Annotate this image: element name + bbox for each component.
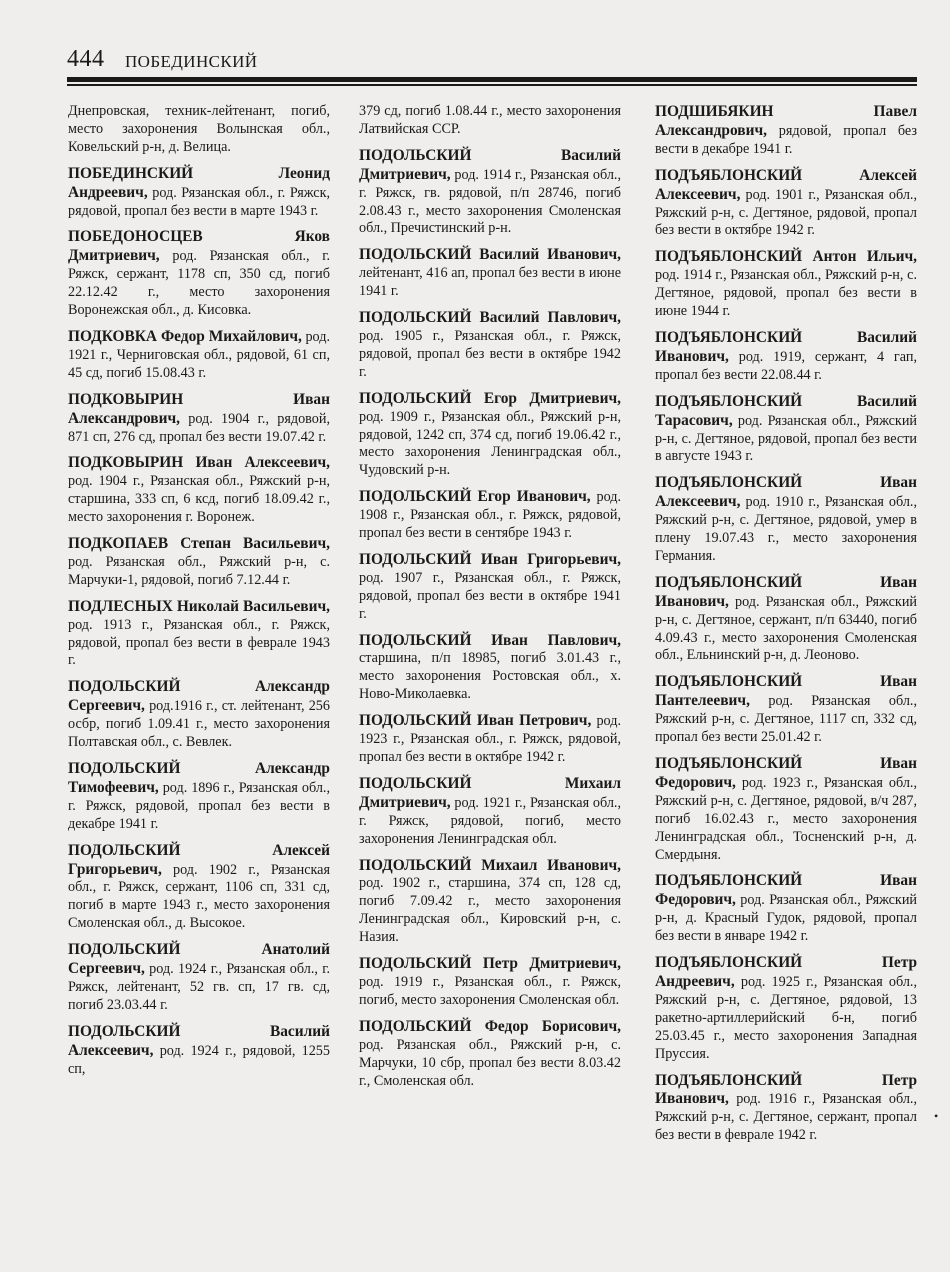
- entry-bio: род. 1924 г., Рязанская обл., г. Ряжск, лейтенант, 52 гв. сп, 17 гв. сд, погиб 23.03.44 г.: [68, 961, 331, 1013]
- entry-name: ПОДОЛЬСКИЙ Михаил Иванович,: [359, 856, 621, 874]
- entry-name: ПОДОЛЬСКИЙ Василий Иванович,: [359, 246, 621, 264]
- entry-bio: род. 1913 г., Рязанская обл., г. Ряжск, рядовой, пропал без вести в феврале 1943 г.: [68, 616, 330, 669]
- column-middle: [359, 103, 621, 1098]
- entry-name: ПОДЛЕСНЫХ Николай Васильевич,: [68, 597, 330, 615]
- entry-bio: род. 1896 г., Рязанская обл., г. Ряжск, рядовой, пропал без вести в декабре 1941 г.: [68, 779, 331, 832]
- entry-bio: род. Рязанская обл., Ряжский р-н, с. Марчуки, 10 сбр, пропал без вести 8.03.42 г., Смоленская обл.: [359, 1036, 621, 1089]
- entry-name: ПОДОЛЬСКИЙ Василий Дмитриевич,: [359, 146, 621, 183]
- entry-name: ПОДОЛЬСКИЙ Анатолий Сергеевич,: [68, 941, 330, 978]
- entry-bio: род. 1925 г., Рязанская обл., Ряжский р-н, с. Дегтяное, рядовой, 13 ракетно-артиллерийский б-н, погиб 25.03.45 г., место захоронения Западная Пруссия.: [655, 973, 918, 1062]
- entry-name: ПОДКОВЫРИН Иван Александрович,: [68, 390, 330, 427]
- entry-name: ПОДОЛЬСКИЙ Александр Сергеевич,: [68, 678, 330, 715]
- entry-bio: род. Рязанская обл., Ряжский р-н, д. Красный Гудок, рядовой, пропал без вести в январе 1942 г.: [655, 892, 918, 945]
- column-right: [655, 103, 917, 1153]
- margin-dot: •: [934, 1109, 939, 1123]
- entry: [359, 775, 621, 849]
- entry-bio: род. 1907 г., Рязанская обл., г. Ряжск, рядовой, пропал без вести в октябре 1941 г.: [359, 569, 621, 622]
- entry-bio: род. 1901 г., Рязанская обл., Ряжский р-н, с. Дегтяное, рядовой, пропал без вести в октябре 1942 г.: [655, 186, 918, 239]
- page-header: [67, 44, 917, 76]
- entry-bio: род. Рязанская обл., г. Ряжск, рядовой, пропал без вести в марте 1943 г.: [68, 184, 331, 219]
- entry: [68, 103, 330, 157]
- entry: [655, 103, 917, 159]
- entry-bio: род. Рязанская обл., Ряжский р-н, с. Дегтяное, сержант, п/п 63440, погиб 4.09.43 г., место захоронения Смоленская обл., Ельнинский р-н, д. Леоново.: [655, 593, 918, 664]
- entry-bio: род. 1904 г., Рязанская обл., Ряжский р-н, старшина, 333 сп, 6 ксд, погиб 18.09.42 г., место захоронения г. Воронеж.: [68, 473, 330, 526]
- entry-name: ПОБЕДИНСКИЙ Леонид Андреевич,: [68, 164, 330, 201]
- entry-name: ПОДЪЯБЛОНСКИЙ Антон Ильич,: [655, 248, 917, 266]
- entry-bio: род. Рязанская обл., Ряжский р-н, с. Дегтяное, 1117 сп, 332 сд, пропал без вести 25.01.42 г.: [655, 693, 917, 746]
- entry: [68, 165, 330, 221]
- entry-bio: род. Рязанская обл., Ряжский р-н, с. Дегтяное, рядовой, пропал без вести в августе 1943 г.: [655, 412, 918, 465]
- entry: [359, 147, 621, 239]
- entry-name: ПОДЪЯБЛОНСКИЙ Петр Иванович,: [655, 1071, 917, 1108]
- entry: [359, 246, 621, 301]
- entry: [68, 535, 330, 590]
- entry-name: ПОДОЛЬСКИЙ Егор Дмитриевич,: [359, 389, 621, 407]
- entry-bio: род. 1919 г., Рязанская обл., г. Ряжск, погиб, место захоронения Смоленская обл.: [359, 973, 621, 1008]
- entry-bio: род. 1923 г., Рязанская обл., Ряжский р-н, с. Дегтяное, рядовой, в/ч 287, погиб 16.02.43 г., место захоронения Ленинградская обл., Тосненский р-н, д. Смердыня.: [655, 774, 918, 863]
- entry-name: ПОДОЛЬСКИЙ Иван Григорьевич,: [359, 550, 621, 568]
- entry-name: ПОДЪЯБЛОНСКИЙ Иван Пантелеевич,: [655, 673, 917, 710]
- entry: [359, 955, 621, 1010]
- entry-bio: род. 1921 г., Рязанская обл., г. Ряжск, рядовой, погиб, место захоронения Ленинградская обл.: [359, 794, 622, 847]
- entry-name: ПОДОЛЬСКИЙ Иван Петрович,: [359, 712, 592, 730]
- entry: [359, 390, 621, 481]
- column-left: [68, 103, 330, 1087]
- entry: [359, 551, 621, 624]
- entry: [655, 248, 917, 321]
- entry-bio: 379 сд, погиб 1.08.44 г., место захоронения Латвийская ССР.: [359, 103, 621, 137]
- entry-bio: род. 1919, сержант, 4 гап, пропал без вести 22.08.44 г.: [655, 348, 917, 383]
- entry: [68, 454, 330, 527]
- entry-name: ПОБЕДОНОСЦЕВ Яков Дмитриевич,: [68, 228, 330, 265]
- entry: [655, 1072, 917, 1146]
- entry: [68, 941, 330, 1015]
- entry-name: ПОДШИБЯКИН Павел Александрович,: [655, 103, 917, 139]
- entry-bio: род. 1923 г., Рязанская обл., г. Ряжск, рядовой, пропал без вести в октябре 1942 г.: [359, 713, 621, 765]
- entry: [68, 842, 330, 934]
- entry-name: ПОДЪЯБЛОНСКИЙ Василий Иванович,: [655, 328, 917, 365]
- entry: [68, 760, 330, 834]
- page-number: 444: [67, 46, 105, 72]
- entry: [68, 228, 330, 320]
- entry-bio: род. 1908 г., Рязанская обл., г. Ряжск, рядовой, пропал без вести в сентябре 1943 г.: [359, 489, 622, 542]
- entry: [68, 598, 330, 671]
- entry-name: ПОДКОВЫРИН Иван Алексеевич,: [68, 454, 330, 472]
- entry: [655, 755, 917, 864]
- entry-bio: род.1916 г., ст. лейтенант, 256 осбр, погиб 1.09.41 г., место захоронения Полтавская обл., с. Вевлек.: [68, 698, 330, 751]
- entry: [655, 167, 917, 241]
- entry: [359, 1018, 621, 1091]
- entry-name: ПОДЪЯБЛОНСКИЙ Иван Федорович,: [655, 872, 917, 909]
- entry-bio: род. 1902 г., старшина, 374 сп, 128 сд, погиб 7.09.42 г., место захоронения Ленинградская обл., Кировский р-н, с. Назия.: [359, 875, 621, 946]
- entry: [655, 474, 917, 566]
- entry-bio: род. 1921 г., Черниговская обл., рядовой, 61 сп, 45 сд, погиб 15.08.43 г.: [68, 328, 330, 381]
- entry-bio: род. 1910 г., Рязанская обл., Ряжский р-н, с. Дегтяное, рядовой, умер в плену 19.07.43 г., место захоронения Германия.: [655, 494, 918, 564]
- entry: [68, 328, 330, 383]
- entry-name: ПОДОЛЬСКИЙ Иван Павлович,: [359, 631, 621, 649]
- entry-name: ПОДЪЯБЛОНСКИЙ Иван Иванович,: [655, 573, 917, 610]
- entry-name: ПОДОЛЬСКИЙ Петр Дмитриевич,: [359, 955, 621, 973]
- entry: [359, 309, 621, 382]
- entry: [68, 391, 330, 447]
- entry-bio: род. Рязанская обл., Ряжский р-н, с. Марчуки-1, рядовой, погиб 7.12.44 г.: [68, 553, 330, 588]
- entry-bio: род. 1914 г., Рязанская обл., Ряжский р-н, с. Дегтяное, рядовой, пропал без вести в июне 1944 г.: [655, 267, 917, 320]
- entry: [359, 857, 621, 948]
- entry-name: ПОДОЛЬСКИЙ Василий Павлович,: [359, 309, 621, 327]
- entry-bio: род. 1924 г., рядовой, 1255 сп,: [68, 1042, 330, 1077]
- entry-bio: лейтенант, 416 ап, пропал без вести в июне 1941 г.: [359, 265, 621, 300]
- entry-name: ПОДОЛЬСКИЙ Егор Иванович,: [359, 488, 591, 506]
- entry: [68, 678, 330, 752]
- entry-bio: род. 1909 г., Рязанская обл., Ряжский р-н, рядовой, 1242 сп, 374 сд, погиб 19.06.42 г., место захоронения Ленинградская обл., Чудовский р-н.: [359, 408, 621, 479]
- entry-name: ПОДОЛЬСКИЙ Михаил Дмитриевич,: [359, 774, 621, 811]
- entry-bio: Днепровская, техник-лейтенант, погиб, место захоронения Волынская обл., Ковельский р-н, д. Велица.: [68, 103, 330, 155]
- entry-bio: род. 1916 г., Рязанская обл., Ряжский р-н, с. Дегтяное, сержант, пропал без вести в феврале 1942 г.: [655, 1091, 918, 1144]
- entry: [359, 632, 621, 705]
- running-title: ПОБЕДИНСКИЙ: [125, 52, 258, 71]
- entry-name: ПОДЪЯБЛОНСКИЙ Петр Андреевич,: [655, 954, 917, 990]
- header-rule-thin: [67, 84, 917, 86]
- entry-bio: род. 1902 г., Рязанская обл., г. Ряжск, сержант, 1106 сп, 331 сд, погиб в марте 1943 г., место захоронения Смоленская обл., д. Высокое.: [68, 861, 330, 932]
- entry-name: ПОДЪЯБЛОНСКИЙ Василий Тарасович,: [655, 392, 917, 429]
- entry: [655, 673, 917, 747]
- entry-bio: род. 1905 г., Рязанская обл., г. Ряжск, рядовой, пропал без вести в октябре 1942 г.: [359, 327, 621, 380]
- entry: [655, 329, 917, 385]
- entry-name: ПОДЪЯБЛОНСКИЙ Иван Алексеевич,: [655, 474, 917, 511]
- entry: [655, 872, 917, 946]
- entry-name: ПОДОЛЬСКИЙ Алексей Григорьевич,: [68, 841, 330, 878]
- entry-bio: род. 1914 г., Рязанская обл., г. Ряжск, гв. рядовой, п/п 28746, погиб 2.08.43 г., место захоронения Смоленская обл., Пречистинский р-н.: [359, 166, 622, 237]
- entry-bio: рядовой, пропал без вести в декабре 1941 г.: [655, 122, 918, 157]
- entry: [359, 488, 621, 543]
- entry: [359, 103, 621, 139]
- entry-bio: старшина, п/п 18985, погиб 3.01.43 г., место захоронения Ростовская обл., х. Ново-Миколаевка.: [359, 650, 621, 703]
- entry-bio: род. 1904 г., рядовой, 871 сп, 276 сд, пропал без вести 19.07.42 г.: [68, 410, 331, 445]
- entry-name: ПОДЪЯБЛОНСКИЙ Алексей Алексеевич,: [655, 166, 917, 203]
- entry-bio: род. Рязанская обл., г. Ряжск, сержант, 1178 сп, 350 сд, погиб 22.12.42 г., место захоронения Воронежская обл., д. Кисовка.: [68, 248, 331, 319]
- entry-name: ПОДОЛЬСКИЙ Александр Тимофеевич,: [68, 760, 330, 796]
- entry-name: ПОДЪЯБЛОНСКИЙ Иван Федорович,: [655, 755, 917, 791]
- entry-name: ПОДКОВКА Федор Михайлович,: [68, 327, 302, 345]
- entry: [68, 1023, 330, 1079]
- entry: [655, 393, 917, 467]
- entry-name: ПОДОЛЬСКИЙ Федор Борисович,: [359, 1017, 621, 1035]
- entry-name: ПОДОЛЬСКИЙ Василий Алексеевич,: [68, 1022, 330, 1059]
- header-rule-thick: [67, 77, 917, 82]
- entry: [655, 954, 917, 1063]
- entry: [655, 574, 917, 666]
- entry: [359, 712, 621, 767]
- entry-name: ПОДКОПАЕВ Степан Васильевич,: [68, 535, 330, 553]
